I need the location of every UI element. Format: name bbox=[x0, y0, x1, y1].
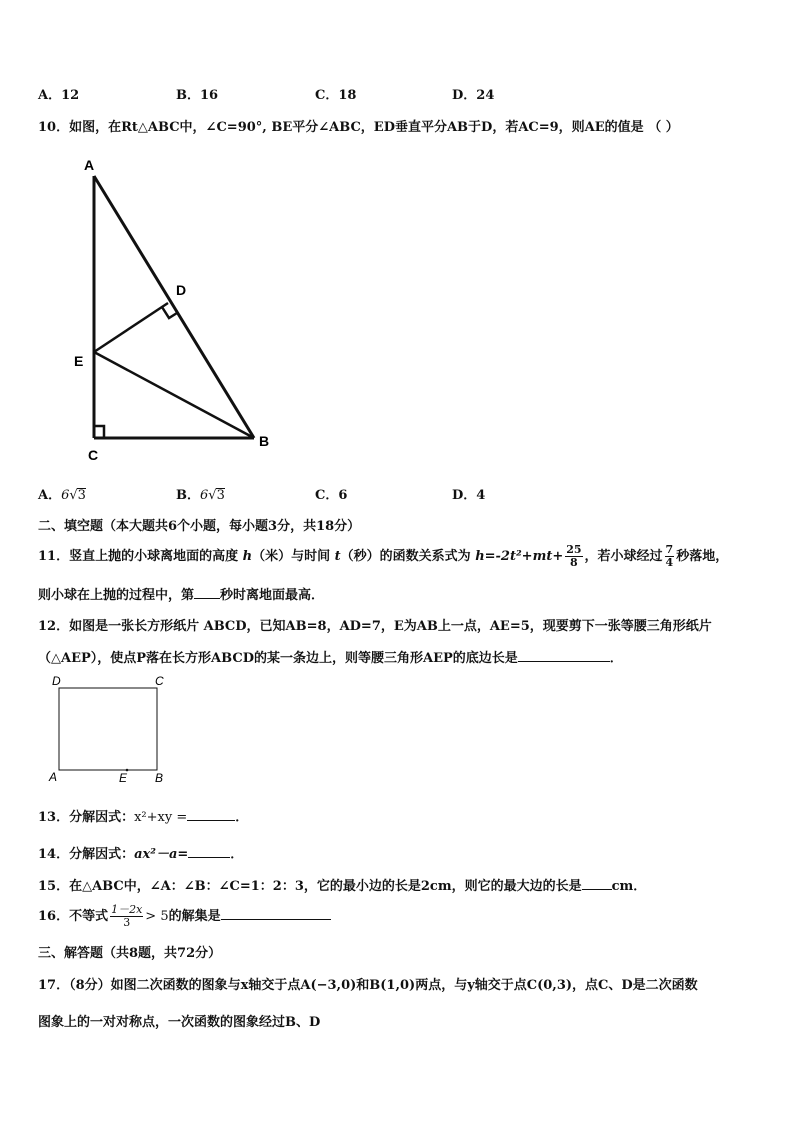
label-e: E bbox=[119, 771, 128, 785]
label-d: D bbox=[52, 674, 61, 688]
label-d: D bbox=[176, 282, 187, 298]
q10-option-d: D．4 bbox=[452, 488, 486, 503]
q9-option-c: C．18 bbox=[315, 88, 357, 103]
label-b: B bbox=[259, 433, 270, 449]
q11-fraction-25-8: $\frac{25}{8}$ bbox=[566, 543, 582, 569]
q12-answer-blank bbox=[518, 649, 610, 662]
section-2-heading: 二、填空题（本大题共6个小题，每小题3分，共18分） bbox=[38, 519, 361, 534]
label-c: C bbox=[88, 447, 99, 463]
q17-line-1: 17．（8分）如图二次函数的图象与x轴交于点A(−3,0)和B(1,0)两点，与y轴交于点C(0,3)，点C、D是二次函数 bbox=[38, 978, 698, 993]
q12-line-2: （△AEP），使点P落在长方形ABCD的某一条边上，则等腰三角形AEP的底边长是 ． bbox=[38, 651, 623, 666]
q10-triangle-figure bbox=[60, 150, 290, 470]
q16-fraction: $\frac{1-2x}{3}$ bbox=[111, 903, 143, 929]
q14: 14．分解因式：ax²－a= ． bbox=[38, 847, 244, 862]
q10-option-c: C．6 bbox=[315, 488, 348, 503]
segment-ab bbox=[94, 176, 254, 438]
q9-option-d: D．24 bbox=[452, 88, 495, 103]
segment-ed bbox=[94, 303, 168, 352]
q11-answer-blank bbox=[194, 586, 220, 599]
q14-answer-blank bbox=[188, 845, 230, 858]
q10-option-b: B．6√3 bbox=[176, 488, 225, 503]
q13-answer-blank bbox=[187, 808, 235, 821]
q10-stem: 10．如图，在Rt△ABC中，∠C=90°, BE平分∠ABC，ED垂直平分AB于D，若AC=9，则AE的值是 （ ） bbox=[38, 120, 679, 135]
q11-fraction-7-4: $\frac{7}{4}$ bbox=[665, 543, 674, 569]
label-a: A bbox=[84, 157, 95, 173]
q15-answer-blank bbox=[582, 877, 612, 890]
section-3-heading: 三、解答题（共8题，共72分） bbox=[38, 946, 222, 961]
q10-option-a: A．6√3 bbox=[38, 488, 86, 503]
q11-line-2: 则小球在上抛的过程中，第 秒时离地面最高． bbox=[38, 588, 325, 603]
q17-line-2: 图象上的一对对称点，一次函数的图象经过B、D bbox=[38, 1015, 321, 1030]
label-e: E bbox=[74, 353, 84, 369]
label-c: C bbox=[155, 674, 164, 688]
q11-line-1: 11．竖直上抛的小球离地面的高度 h（米）与时间 t（秒）的函数关系式为 h=-2t²+mt+ $\frac{25}{8}$ ，若小球经过 $\frac{7}{4}$ 秒落地， bbox=[38, 543, 729, 569]
label-b: B bbox=[155, 771, 164, 785]
q9-option-b: B．16 bbox=[176, 88, 219, 103]
q9-option-a: A．12 bbox=[38, 88, 80, 103]
q13: 13．分解因式：x²+xy = ． bbox=[38, 810, 249, 825]
q16: 16．不等式 $\frac{1-2x}{3}$ > 5的解集是 bbox=[38, 904, 331, 930]
rectangle-abcd bbox=[59, 688, 157, 770]
q15: 15．在△ABC中，∠A：∠B：∠C=1：2：3，它的最小边的长是2cm，则它的最大边的长是 cm． bbox=[38, 879, 647, 894]
q16-answer-blank bbox=[221, 907, 331, 920]
label-a: A bbox=[49, 770, 58, 784]
q12-rectangle-figure bbox=[44, 672, 174, 788]
q12-line-1: 12．如图是一张长方形纸片 ABCD，已知AB=8，AD=7，E为AB上一点，AE=5，现要剪下一张等腰三角形纸片 bbox=[38, 619, 712, 634]
segment-eb bbox=[94, 352, 254, 438]
